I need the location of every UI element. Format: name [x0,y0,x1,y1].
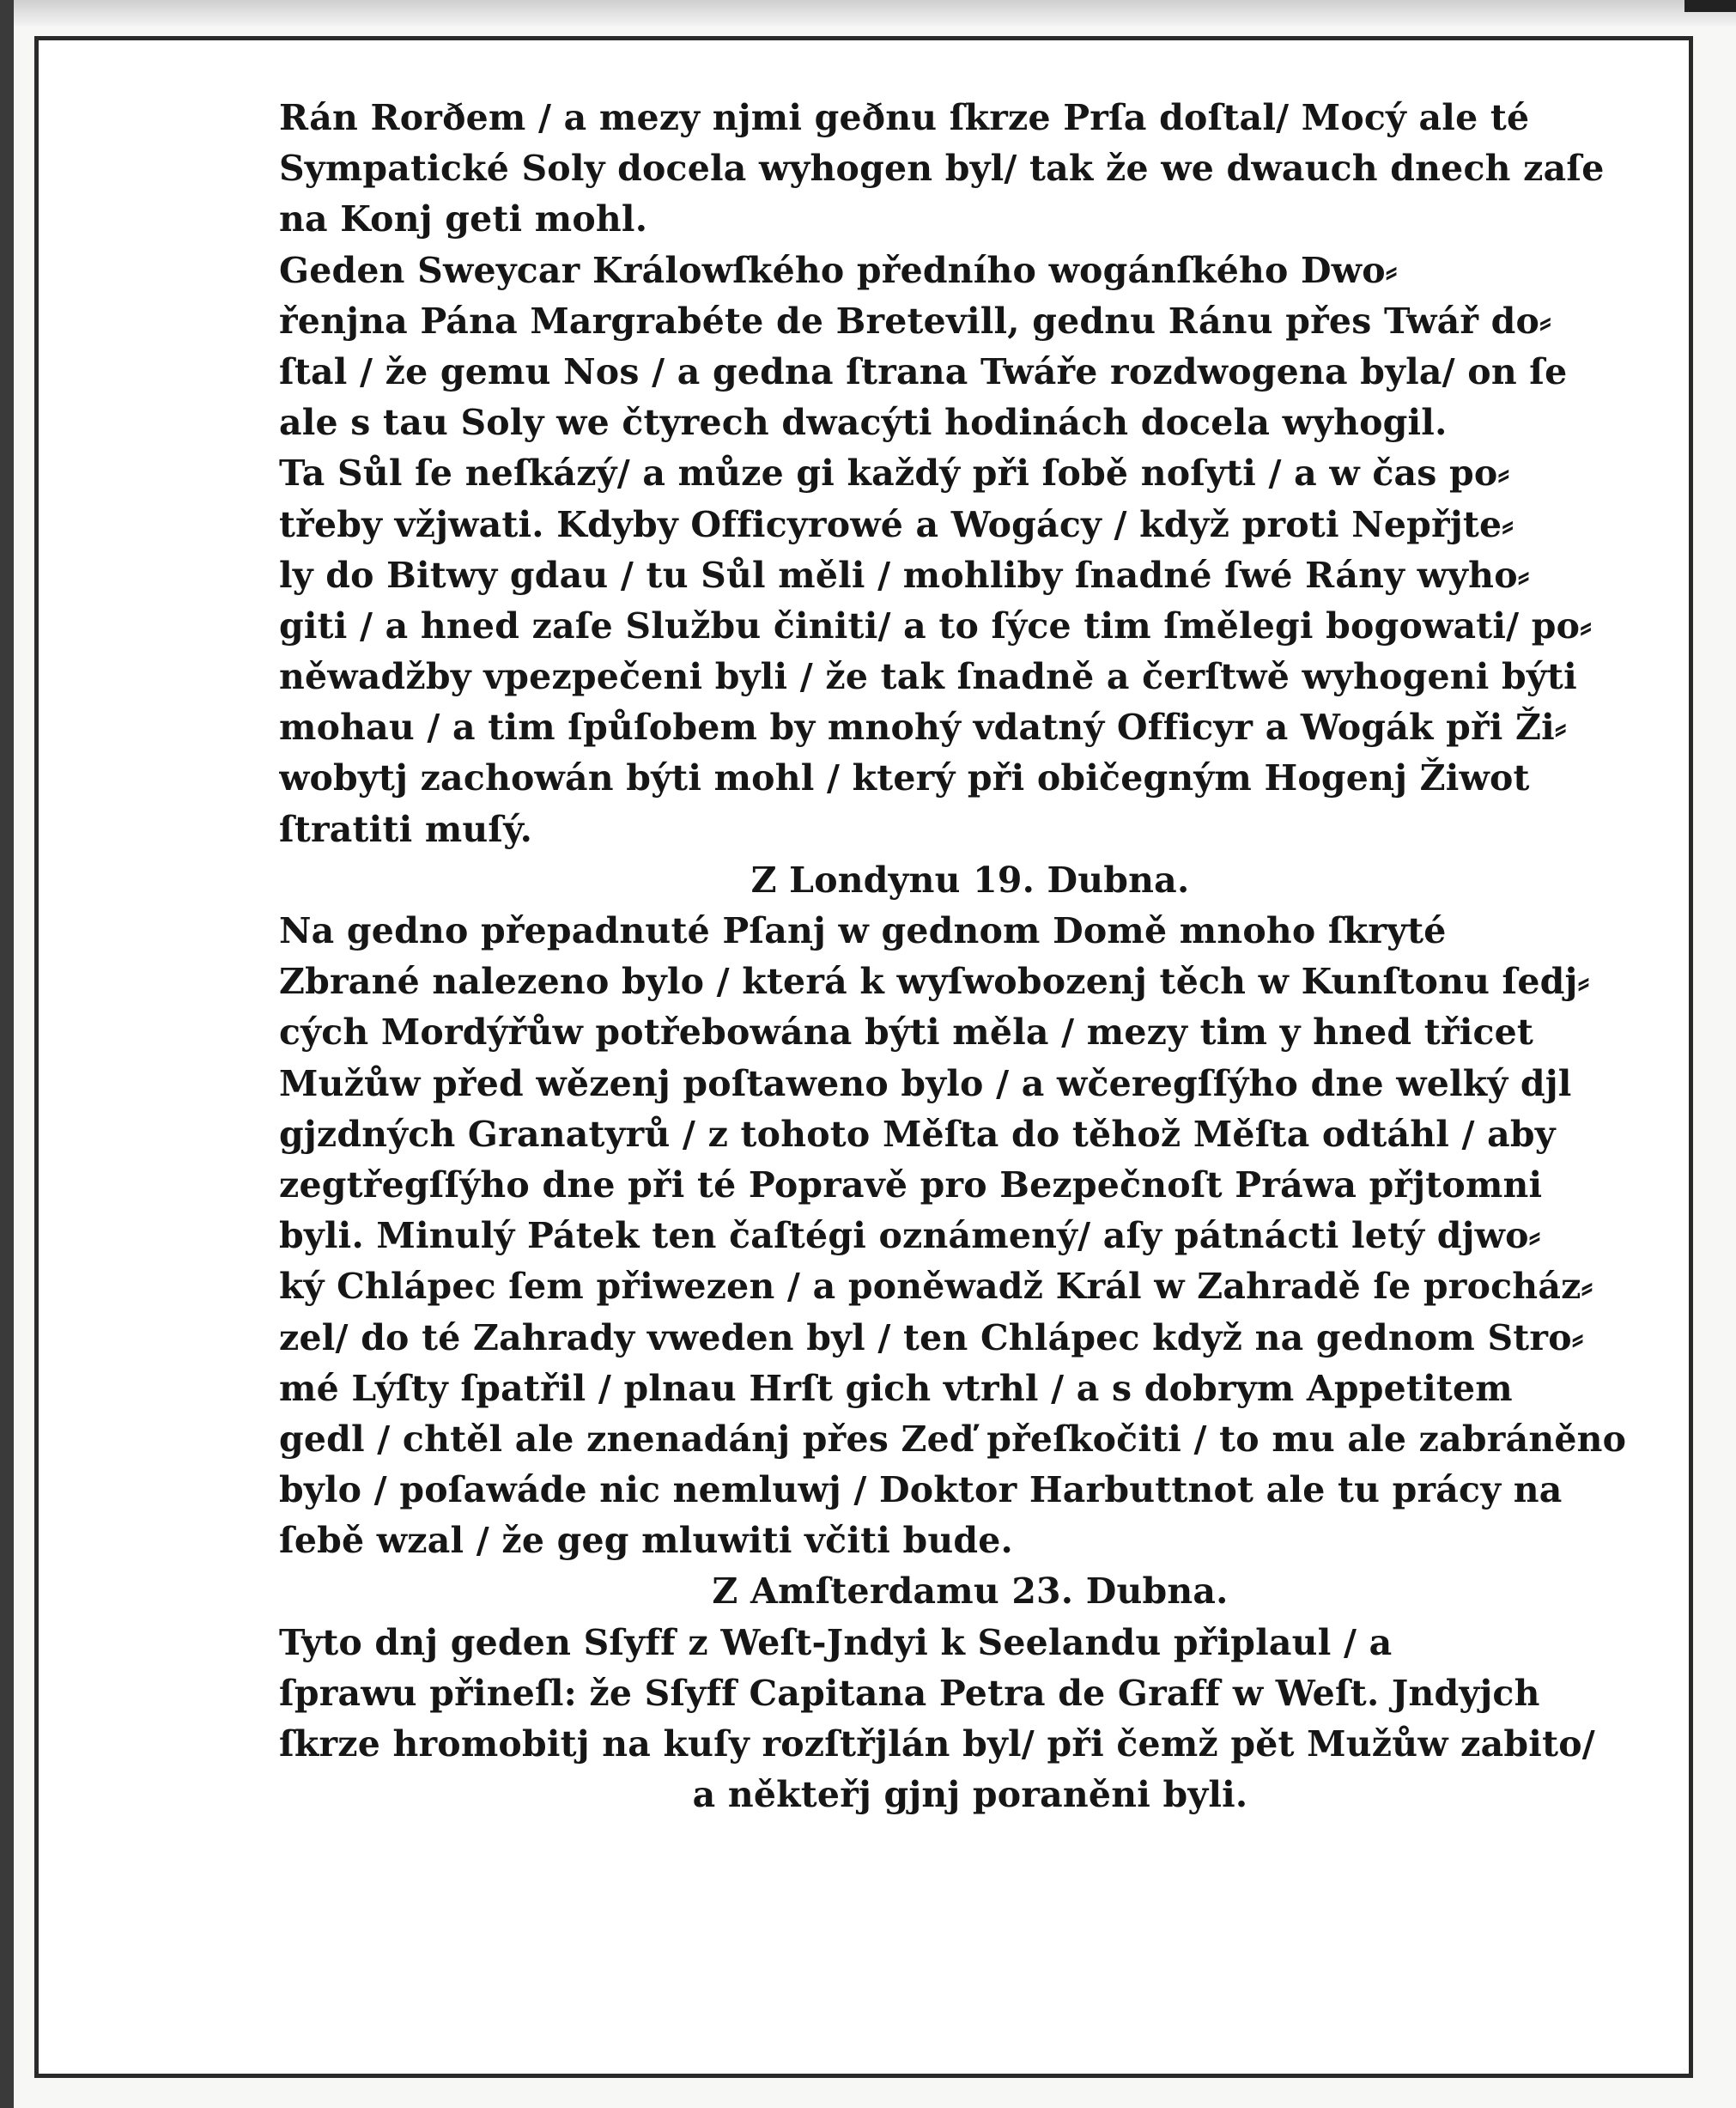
text-line: ly do Bitwy gdau / tu Sůl měli / mohliby ſnadné ſwé Rány wyho⸗ [279,554,1530,596]
text-line: giti / a hned zaſe Službu činiti/ a to ſýce tim ſmělegi bogowati/ po⸗ [279,604,1593,647]
text-line: zel/ do té Zahrady vweden byl / ten Chlápec když na gednom Stro⸗ [279,1316,1584,1358]
text-line: Mužůw před wězenj poſtaweno bylo / a wčeregſſýho dne welký djl [279,1062,1572,1104]
text-line: Zbrané nalezeno bylo / která k wyſwobozenj těch w Kunſtonu ſedj⸗ [279,961,1590,1003]
text-line: ſebě wzal / že geg mluwiti včiti bude. [279,1520,1014,1562]
text-line: gjzdných Granatyrů / z tohoto Měſta do těhož Měſta odtáhl / aby [279,1113,1556,1155]
page-text [279,93,1661,1820]
text-line: mohau / a tim ſpůſobem by mnohý vdatný Officyr a Wogák při Ži⸗ [279,707,1567,749]
text-line: Rán Rorðem / a mezy njmi geðnu ſkrze Prſa doſtal/ Mocý ale té [279,97,1530,138]
scan-top-edge [0,0,1736,26]
text-line: ſtal / že gemu Nos / a gedna ſtrana Twáře rozdwogena byla/ on ſe [279,350,1568,392]
text-line: Geden Sweycar Králowſkého předního wogánſkého Dwo⸗ [279,249,1398,291]
text-line: bylo / poſawáde nic nemluwj / Doktor Harbuttnot ale tu prácy na [279,1469,1563,1511]
text-line: gedl / chtěl ale znenadánj přes Zeď přeſkočiti / to mu ale zabráněno [279,1418,1627,1460]
section-heading: Z Londynu 19. Dubna. [750,859,1190,901]
text-line: něwadžby vpezpečeni byli / že tak ſnadně a čerſtwě wyhogeni býti [279,656,1577,698]
text-line: Tyto dnj geden Sſyff z Weſt-Jndyi k Seelandu připlaul / a [279,1621,1393,1663]
scan-left-edge [0,0,14,2108]
text-line: cých Mordýřůw potřebowána býti měla / mezy tim y hned třicet [279,1011,1534,1054]
text-line: byli. Minulý Pátek ten čaſtégi oznámený/ aſy pátnácti letý djwo⸗ [279,1215,1541,1257]
text-line: mé Lýſty ſpatřil / plnau Hrſt gich vtrhl / a s dobrym Appetitem [279,1367,1513,1409]
text-line: ký Chlápec ſem přiwezen / a poněwadž Král w Zahradě ſe procház⸗ [279,1266,1593,1308]
text-line: řenjna Pána Margrabéte de Bretevill, gednu Ránu přes Twář do⸗ [279,300,1551,342]
text-line: ſtratiti muſý. [279,808,533,850]
text-line: ſprawu přineſl: že Sſyff Capitana Petra de Graff w Weſt. Jndyjch [279,1672,1540,1714]
section-heading: Z Amſterdamu 23. Dubna. [712,1570,1229,1613]
text-line: Sympatické Soly docela wyhogen byl/ tak že we dwauch dnech zaſe [279,148,1605,190]
text-line: na Konj geti mohl. [279,198,648,240]
scan-corner-mark [1684,0,1736,12]
text-line: Ta Sůl ſe neſkázý/ a můze gi každý při ſobě noſyti / a w čas po⸗ [279,453,1510,495]
section-heading: a někteřj gjnj poraněni byli. [692,1774,1248,1816]
text-line: wobytj zachowán býti mohl / který při običegným Hogenj Žiwot [279,757,1530,799]
text-line: ale s tau Soly we čtyrech dwacýti hodinách docela wyhogil. [279,402,1448,444]
text-line: Na gedno přepadnuté Pſanj w gednom Domě mnoho ſkryté [279,910,1447,951]
text-line: ſkrze hromobitj na kuſy rozſtřjlán byl/ při čemž pět Mužůw zabito/ [279,1723,1595,1765]
text-line: zegtřegſſýho dne při té Popravě pro Bezpečnoſt Práwa přjtomni [279,1163,1543,1206]
text-line: třeby vžjwati. Kdyby Officyrowé a Wogácy / když proti Nepřjte⸗ [279,503,1514,545]
